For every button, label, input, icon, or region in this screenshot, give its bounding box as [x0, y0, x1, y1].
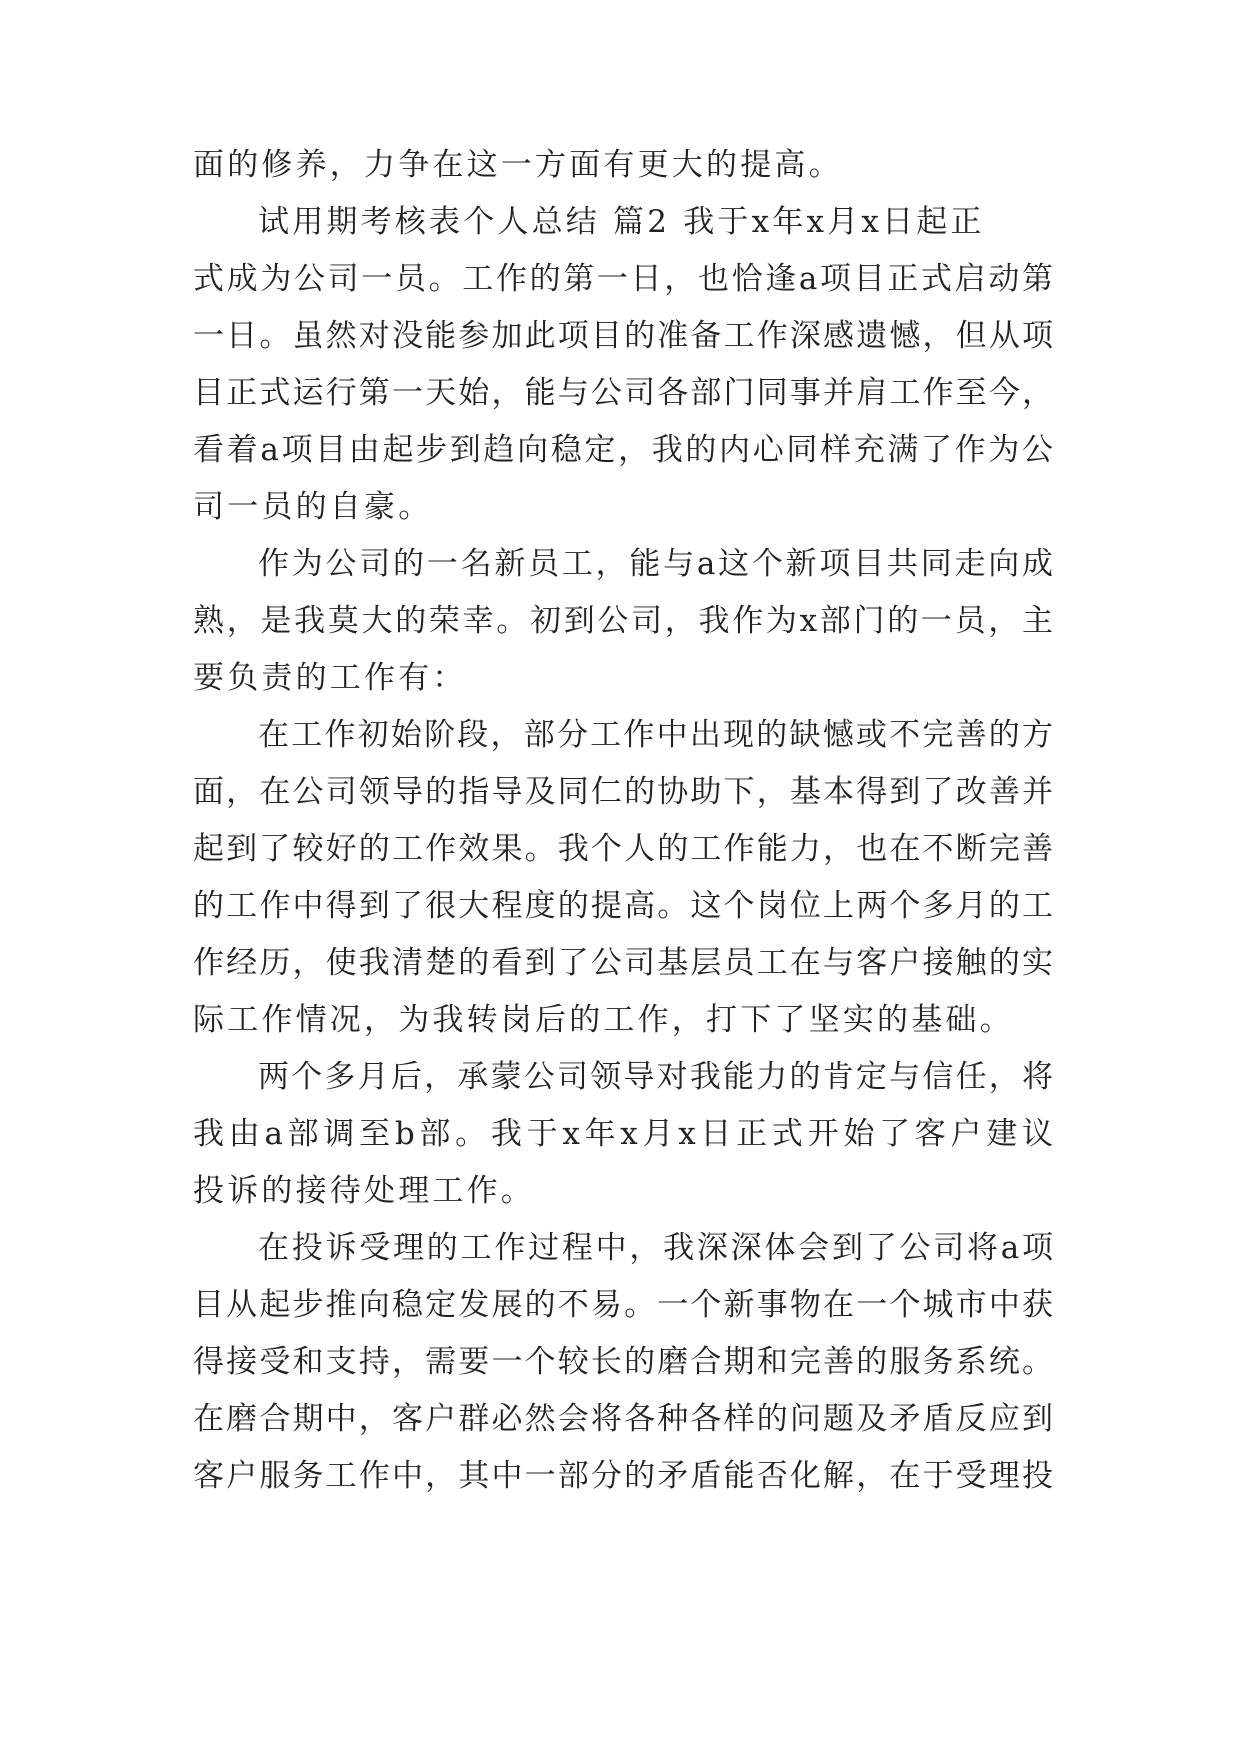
text-line: 两个多月后，承蒙公司领导对我能力的肯定与信任，将: [258, 1059, 1053, 1095]
text-line: 在工作初始阶段，部分工作中出现的缺憾或不完善的方: [258, 717, 1053, 753]
text-line: 客户服务工作中，其中一部分的矛盾能否化解，在于受理投: [193, 1458, 1053, 1494]
text-line: 际工作情况，为我转岗后的工作，打下了坚实的基础。: [193, 1002, 1014, 1038]
text-line: 一日。虽然对没能参加此项目的准备工作深感遗憾，但从项: [193, 318, 1053, 354]
text-line: 在投诉受理的工作过程中，我深深体会到了公司将a项: [258, 1230, 1053, 1266]
text-line: 面的修养，力争在这一方面有更大的提高。: [193, 147, 843, 183]
text-line: 起到了较好的工作效果。我个人的工作能力，也在不断完善: [193, 831, 1053, 867]
text-line: 投诉的接待处理工作。: [193, 1173, 535, 1209]
text-line: 熟，是我莫大的荣幸。初到公司，我作为x部门的一员，主: [193, 603, 1053, 639]
text-line: 看着a项目由起步到趋向稳定，我的内心同样充满了作为公: [193, 432, 1053, 468]
text-line: 要负责的工作有：: [193, 660, 467, 696]
text-line: 我由a部调至b部。我于x年x月x日正式开始了客户建议: [193, 1116, 1053, 1152]
text-line: 面，在公司领导的指导及同仁的协助下，基本得到了改善并: [193, 774, 1053, 810]
text-line: 司一员的自豪。: [193, 489, 433, 525]
text-line: 得接受和支持，需要一个较长的磨合期和完善的服务系统。: [193, 1344, 1053, 1380]
text-line: 试用期考核表个人总结 篇2 我于x年x月x日起正: [258, 204, 985, 240]
text-line: 目正式运行第一天始，能与公司各部门同事并肩工作至今，: [193, 375, 1053, 411]
text-line: 作为公司的一名新员工，能与a这个新项目共同走向成: [258, 546, 1053, 582]
text-line: 在磨合期中，客户群必然会将各种各样的问题及矛盾反应到: [193, 1401, 1053, 1437]
text-line: 式成为公司一员。工作的第一日，也恰逢a项目正式启动第: [193, 261, 1053, 297]
text-line: 目从起步推向稳定发展的不易。一个新事物在一个城市中获: [193, 1287, 1053, 1323]
text-line: 作经历，使我清楚的看到了公司基层员工在与客户接触的实: [193, 945, 1053, 981]
text-line: 的工作中得到了很大程度的提高。这个岗位上两个多月的工: [193, 888, 1053, 924]
